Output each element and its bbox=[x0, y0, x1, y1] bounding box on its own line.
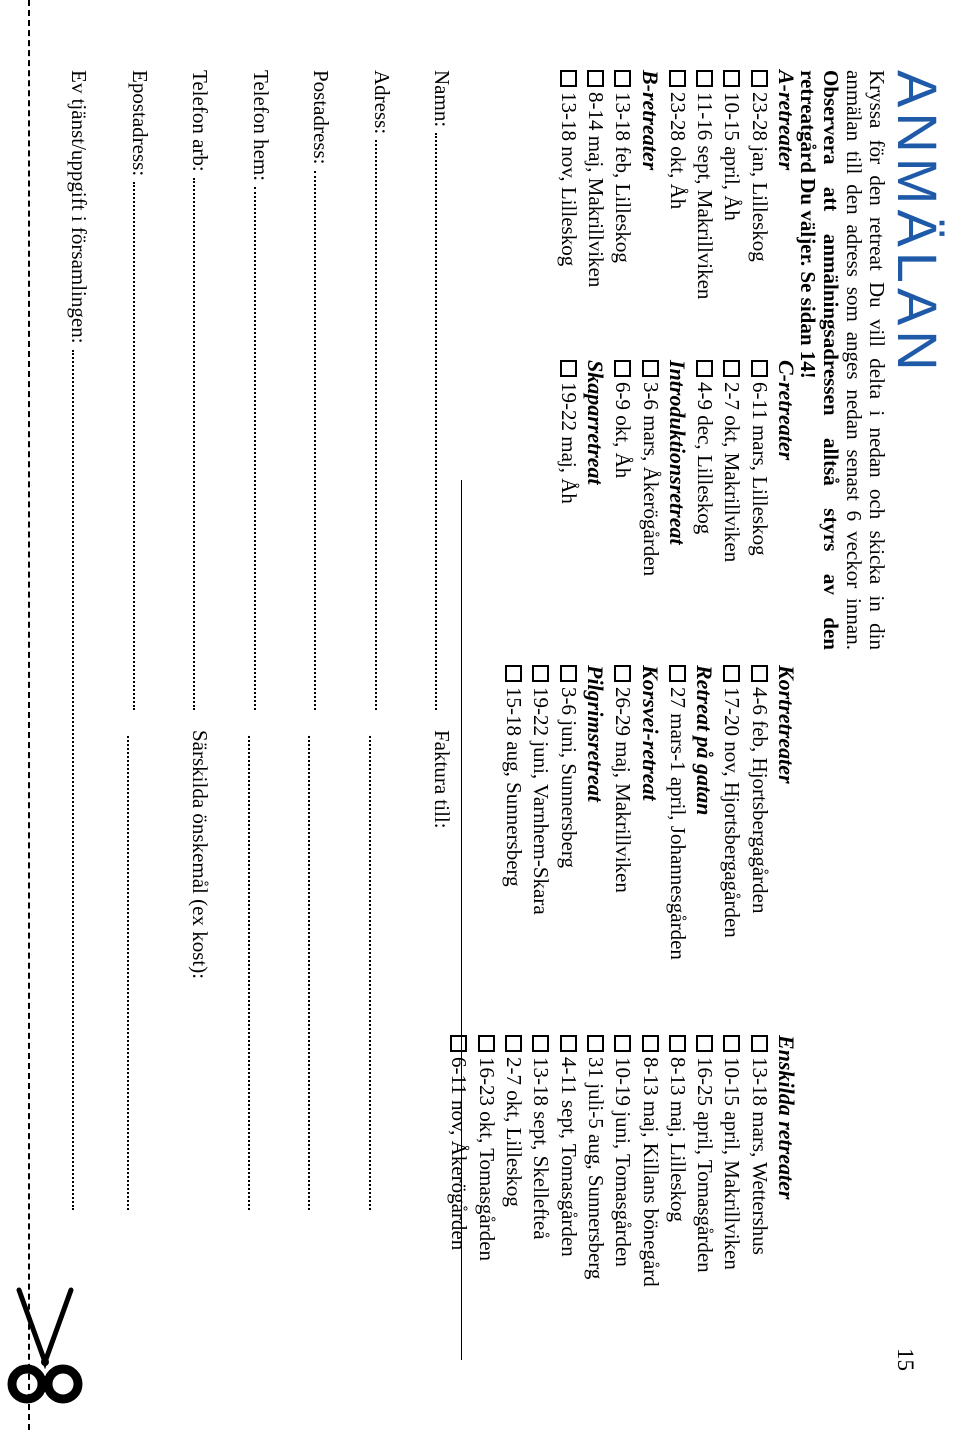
page-number: 15 bbox=[893, 1348, 918, 1371]
retreat-option[interactable] bbox=[554, 70, 581, 299]
checkbox[interactable] bbox=[751, 70, 768, 87]
retreat-option-label: 3-6 juni, Sunnersberg bbox=[556, 687, 581, 869]
section-heading: Kortretreater bbox=[774, 665, 799, 784]
sarskilda-field bbox=[188, 730, 213, 1210]
checkbox[interactable] bbox=[505, 1035, 522, 1052]
faktura-extra-line[interactable] bbox=[248, 736, 251, 1210]
sarskilda-line-field[interactable] bbox=[127, 730, 130, 1210]
retreat-option-label: 6-11 mars, Lilleskog bbox=[747, 382, 772, 556]
epost-field[interactable] bbox=[127, 70, 152, 730]
retreat-option-label: 27 mars-1 april, Johannesgården bbox=[665, 687, 690, 960]
retreat-option-label: 17-20 nov, Hjortsbergagården bbox=[720, 687, 745, 938]
retreat-column-3 bbox=[500, 665, 800, 960]
tjanst-label: Ev tjänst/uppgift i församlingen: bbox=[67, 70, 92, 344]
retreat-option[interactable] bbox=[609, 360, 636, 576]
tjanst-field[interactable] bbox=[67, 70, 92, 1210]
retreat-option[interactable] bbox=[609, 1035, 636, 1287]
checkbox[interactable] bbox=[723, 360, 740, 377]
checkbox[interactable] bbox=[532, 1035, 549, 1052]
retreat-option[interactable] bbox=[609, 70, 636, 299]
form-row-postadress bbox=[309, 70, 370, 1210]
form-row-telefon-arb bbox=[188, 70, 249, 1210]
checkbox[interactable] bbox=[723, 665, 740, 682]
checkbox[interactable] bbox=[614, 360, 631, 377]
checkbox[interactable] bbox=[614, 1035, 631, 1052]
retreat-column-1 bbox=[554, 70, 800, 299]
retreat-option[interactable] bbox=[745, 70, 772, 299]
page-title: ANMÄLAN bbox=[886, 70, 949, 376]
retreat-option[interactable] bbox=[664, 1035, 691, 1287]
adress-line[interactable] bbox=[375, 140, 378, 710]
namn-line[interactable] bbox=[436, 133, 439, 710]
checkbox[interactable] bbox=[751, 1035, 768, 1052]
checkbox[interactable] bbox=[751, 665, 768, 682]
section-heading: Introduktionsretreat bbox=[664, 360, 690, 545]
retreat-option-label: 26-29 maj, Makrillviken bbox=[611, 687, 636, 893]
retreat-option-label: 13-18 mars, Wettershus bbox=[747, 1057, 772, 1255]
adress-label: Adress: bbox=[370, 70, 394, 135]
retreat-option-label: 10-19 juni, Tomasgården bbox=[611, 1057, 636, 1267]
checkbox[interactable] bbox=[723, 70, 740, 87]
checkbox[interactable] bbox=[560, 1035, 577, 1052]
checkbox[interactable] bbox=[560, 360, 577, 377]
checkbox[interactable] bbox=[751, 360, 768, 377]
retreat-option[interactable] bbox=[691, 70, 718, 299]
checkbox[interactable] bbox=[696, 360, 713, 377]
retreat-option[interactable] bbox=[664, 70, 691, 299]
registration-form bbox=[67, 70, 491, 1210]
retreat-option-label: 8-13 maj, Killans bönegård bbox=[638, 1057, 663, 1287]
form-row-namn bbox=[430, 70, 491, 1210]
retreat-option[interactable] bbox=[664, 665, 691, 960]
retreat-option[interactable] bbox=[636, 360, 663, 576]
tjanst-line[interactable] bbox=[73, 350, 76, 1210]
intro-text bbox=[796, 70, 888, 650]
faktura-adress-line[interactable] bbox=[369, 736, 372, 1210]
retreat-option[interactable] bbox=[745, 1035, 772, 1287]
retreat-option-label: 31 juli-5 aug, Sunnersberg bbox=[583, 1057, 608, 1280]
retreat-option[interactable] bbox=[745, 360, 772, 576]
checkbox[interactable] bbox=[669, 70, 686, 87]
retreat-option[interactable] bbox=[582, 70, 609, 299]
form-row-epost bbox=[127, 70, 188, 1210]
faktura-field bbox=[430, 730, 455, 1210]
scissors-icon bbox=[5, 1280, 85, 1430]
retreat-option-label: 15-18 aug, Sunnersberg bbox=[502, 687, 527, 887]
cut-line bbox=[28, 0, 30, 1430]
sarskilda-line[interactable] bbox=[127, 736, 130, 1210]
retreat-option-label: 23-28 jan, Lilleskog bbox=[747, 92, 772, 262]
section-heading: Pilgrimsretreat bbox=[582, 665, 608, 802]
retreat-option-label: 4-9 dec, Lilleskog bbox=[693, 382, 718, 535]
retreat-option-label: 10-15 april, Makrillviken bbox=[720, 1057, 745, 1270]
faktura-postadress-line[interactable] bbox=[309, 736, 312, 1210]
intro-plain: Kryssa för den retreat Du vill delta i nedan och skicka in din anmälan till den adress som anges nedan senast 6 veckor innan. bbox=[842, 70, 889, 650]
checkbox[interactable] bbox=[669, 665, 686, 682]
section-heading: Enskilda retreater bbox=[774, 1035, 799, 1200]
retreat-option[interactable] bbox=[718, 70, 745, 299]
retreat-option-label: 4-6 feb, Hjortsbergagården bbox=[747, 687, 772, 914]
retreat-option-label: 13-18 nov, Lilleskog bbox=[556, 92, 581, 267]
retreat-option[interactable] bbox=[527, 665, 554, 960]
retreat-option-label: 3-6 mars, Åkerögården bbox=[638, 382, 663, 577]
section-heading: A-retreater bbox=[774, 70, 799, 171]
telefon-arb-field[interactable] bbox=[188, 70, 213, 730]
intro-bold: Observera att anmälningsadressen alltså styrs av den retreatgård Du väljer. Se sidan 14! bbox=[796, 70, 843, 650]
retreat-option-label: 6-9 okt, Åh bbox=[611, 382, 636, 479]
retreat-option[interactable] bbox=[500, 665, 527, 960]
faktura-label: Faktura till: bbox=[430, 730, 455, 829]
faktura-extra-field[interactable] bbox=[248, 730, 251, 1210]
postadress-label: Postadress: bbox=[309, 70, 334, 165]
faktura-postadress-field[interactable] bbox=[309, 730, 312, 1210]
checkbox[interactable] bbox=[560, 70, 577, 87]
retreat-option-label: 4-11 sept, Tomasgården bbox=[556, 1057, 581, 1257]
checkbox[interactable] bbox=[614, 70, 631, 87]
retreat-option-label: 13-18 feb, Lilleskog bbox=[611, 92, 636, 263]
retreat-option-label: 16-25 april, Tomasgården bbox=[693, 1057, 718, 1273]
checkbox[interactable] bbox=[696, 70, 713, 87]
checkbox[interactable] bbox=[505, 665, 522, 682]
namn-field[interactable] bbox=[430, 70, 455, 730]
retreat-option-label: 2-7 okt, Lilleskog bbox=[502, 1057, 527, 1207]
epost-label: Epostadress: bbox=[128, 70, 152, 177]
retreat-option-label: 13-18 sept, Skellefteå bbox=[529, 1057, 554, 1240]
postadress-line[interactable] bbox=[315, 171, 318, 711]
checkbox[interactable] bbox=[642, 360, 659, 377]
retreat-option-label: 19-22 juni, Varnhem-Skara bbox=[529, 687, 554, 915]
retreat-option-label: 10-15 april, Åh bbox=[720, 92, 745, 221]
retreat-option-label: 8-14 maj, Makrillviken bbox=[583, 92, 608, 288]
retreat-option-label: 16-23 okt, Tomasgården bbox=[474, 1057, 499, 1262]
checkbox[interactable] bbox=[614, 665, 631, 682]
retreat-option[interactable] bbox=[636, 1035, 663, 1287]
form-row-adress bbox=[369, 70, 430, 1210]
checkbox[interactable] bbox=[532, 665, 549, 682]
section-heading: Retreat på gatan bbox=[692, 665, 718, 816]
retreat-option-label: 19-22 maj, Åh bbox=[556, 382, 581, 504]
checkbox[interactable] bbox=[642, 1035, 659, 1052]
telefon-hem-line[interactable] bbox=[254, 187, 257, 710]
checkbox[interactable] bbox=[669, 1035, 686, 1052]
checkbox[interactable] bbox=[560, 665, 577, 682]
telefon-hem-label: Telefon hem: bbox=[249, 70, 273, 182]
retreat-option-label: 6-11 nov, Åkerögården bbox=[447, 1057, 472, 1251]
adress-field[interactable] bbox=[369, 70, 394, 730]
retreat-option[interactable] bbox=[718, 1035, 745, 1287]
retreat-option[interactable] bbox=[745, 665, 772, 960]
retreat-option[interactable] bbox=[609, 665, 636, 960]
retreat-option[interactable] bbox=[691, 360, 718, 576]
checkbox[interactable] bbox=[587, 1035, 604, 1052]
checkbox[interactable] bbox=[587, 70, 604, 87]
retreat-column-4 bbox=[445, 1035, 800, 1287]
telefon-arb-label: Telefon arb: bbox=[188, 70, 213, 172]
checkbox[interactable] bbox=[723, 1035, 740, 1052]
retreat-option[interactable] bbox=[718, 665, 745, 960]
retreat-option[interactable] bbox=[527, 1035, 554, 1287]
section-heading: Skaparretreat bbox=[582, 360, 608, 485]
namn-label: Namn: bbox=[430, 70, 455, 128]
form-row-tjanst bbox=[67, 70, 128, 1210]
retreat-option[interactable] bbox=[718, 360, 745, 576]
sarskilda-label: Särskilda önskemål (ex kost): bbox=[188, 730, 213, 980]
faktura-adress-field[interactable] bbox=[369, 730, 372, 1210]
checkbox[interactable] bbox=[696, 1035, 713, 1052]
retreat-option-label: 8-13 maj, Lilleskog bbox=[665, 1057, 690, 1223]
telefon-hem-field[interactable] bbox=[248, 70, 273, 730]
section-heading: Korsvei-retreat bbox=[637, 665, 663, 801]
retreat-option[interactable] bbox=[500, 1035, 527, 1287]
retreat-option[interactable] bbox=[691, 1035, 718, 1287]
retreat-option-label: 23-28 okt, Åh bbox=[665, 92, 690, 210]
form-row-telefon-hem bbox=[248, 70, 309, 1210]
retreat-column-2 bbox=[554, 360, 800, 576]
postadress-field[interactable] bbox=[309, 70, 334, 730]
retreat-option[interactable] bbox=[554, 360, 581, 576]
retreat-option-label: 2-7 okt, Makrillviken bbox=[720, 382, 745, 563]
section-heading: B-retreater bbox=[637, 70, 663, 171]
retreat-option[interactable] bbox=[554, 1035, 581, 1287]
section-heading: C-retreater bbox=[774, 360, 799, 461]
retreat-option[interactable] bbox=[582, 1035, 609, 1287]
epost-line[interactable] bbox=[133, 182, 136, 710]
retreat-option-label: 11-16 sept, Makrillviken bbox=[693, 92, 718, 300]
telefon-arb-line[interactable] bbox=[194, 178, 197, 710]
retreat-option[interactable] bbox=[554, 665, 581, 960]
